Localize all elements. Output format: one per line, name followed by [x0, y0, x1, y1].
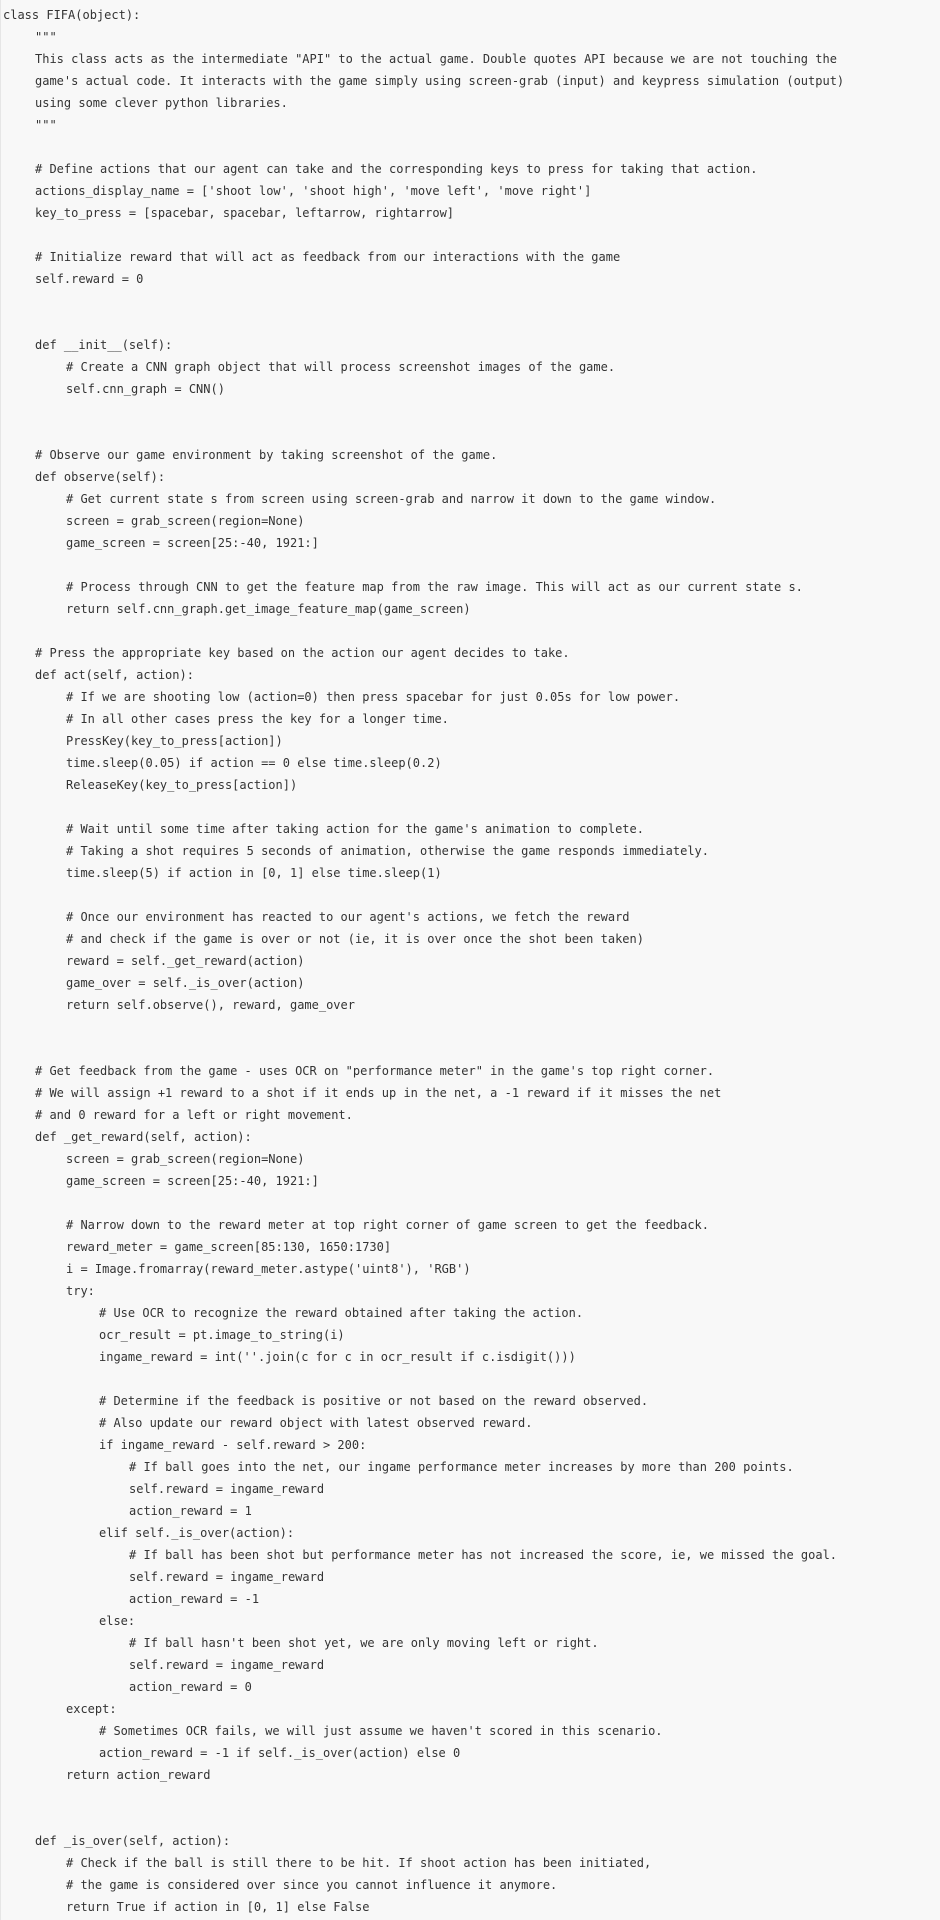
code-line: """: [35, 30, 57, 44]
code-line: # and 0 reward for a left or right movement.: [35, 1108, 353, 1122]
code-line: def __init__(self):: [35, 338, 173, 352]
code-line: # Process through CNN to get the feature map from the raw image. This will act as our current state s.: [66, 580, 803, 594]
code-line: # and check if the game is over or not (ie, it is over once the shot been taken): [66, 932, 644, 946]
code-line: reward = self._get_reward(action): [66, 954, 305, 968]
code-line: # Taking a shot requires 5 seconds of animation, otherwise the game responds immediately.: [66, 844, 709, 858]
code-line: i = Image.fromarray(reward_meter.astype('uint8'), 'RGB'): [66, 1262, 471, 1276]
code-line: # Sometimes OCR fails, we will just assume we haven't scored in this scenario.: [99, 1724, 663, 1738]
code-line: key_to_press = [spacebar, spacebar, leftarrow, rightarrow]: [35, 206, 455, 220]
code-line: ingame_reward = int(''.join(c for c in ocr_result if c.isdigit())): [99, 1350, 576, 1364]
code-line: elif self._is_over(action):: [99, 1526, 295, 1540]
code-line: action_reward = 1: [129, 1504, 252, 1518]
code-line: self.reward = 0: [35, 272, 144, 286]
code-line: """: [35, 118, 57, 132]
code-line: self.cnn_graph = CNN(): [66, 382, 225, 396]
code-line: This class acts as the intermediate "API" to the actual game. Double quotes API because we are not touching the: [35, 52, 837, 66]
code-line: try:: [66, 1284, 95, 1298]
code-line: # Observe our game environment by taking screenshot of the game.: [35, 448, 498, 462]
code-line: ReleaseKey(key_to_press[action]): [66, 778, 298, 792]
code-line: self.reward = ingame_reward: [129, 1570, 325, 1584]
code-line: # Press the appropriate key based on the action our agent decides to take.: [35, 646, 570, 660]
code-line: # Initialize reward that will act as feedback from our interactions with the game: [35, 250, 621, 264]
code-line: PressKey(key_to_press[action]): [66, 734, 283, 748]
code-line: def _get_reward(self, action):: [35, 1130, 252, 1144]
code-line: # Narrow down to the reward meter at top right corner of game screen to get the feedback.: [66, 1218, 709, 1232]
code-line: # Determine if the feedback is positive or not based on the reward observed.: [99, 1394, 649, 1408]
code-line: game's actual code. It interacts with the game simply using screen-grab (input) and keypress simulation (output): [35, 74, 845, 88]
code-line: actions_display_name = ['shoot low', 'shoot high', 'move left', 'move right']: [35, 184, 592, 198]
code-line: def observe(self):: [35, 470, 166, 484]
code-line: using some clever python libraries.: [35, 96, 288, 110]
code-line: # the game is considered over since you cannot influence it anymore.: [66, 1878, 558, 1892]
code-line: class FIFA(object):: [3, 8, 141, 22]
code-line: screen = grab_screen(region=None): [66, 514, 305, 528]
code-line: # Use OCR to recognize the reward obtained after taking the action.: [99, 1306, 584, 1320]
code-line: # Also update our reward object with latest observed reward.: [99, 1416, 533, 1430]
code-line: # Once our environment has reacted to our agent's actions, we fetch the reward: [66, 910, 630, 924]
code-line: # We will assign +1 reward to a shot if it ends up in the net, a -1 reward if it misses the net: [35, 1086, 722, 1100]
code-line: action_reward = -1 if self._is_over(action) else 0: [99, 1746, 461, 1760]
code-line: reward_meter = game_screen[85:130, 1650:1730]: [66, 1240, 392, 1254]
code-line: self.reward = ingame_reward: [129, 1658, 325, 1672]
code-line: except:: [66, 1702, 117, 1716]
code-line: # If ball hasn't been shot yet, we are only moving left or right.: [129, 1636, 599, 1650]
code-line: game_screen = screen[25:-40, 1921:]: [66, 536, 319, 550]
code-line: # If we are shooting low (action=0) then press spacebar for just 0.05s for low power.: [66, 690, 681, 704]
code-line: # Create a CNN graph object that will process screenshot images of the game.: [66, 360, 616, 374]
code-line: # If ball has been shot but performance meter has not increased the score, ie, we missed the goal.: [129, 1548, 838, 1562]
code-line: else:: [99, 1614, 136, 1628]
code-line: # In all other cases press the key for a longer time.: [66, 712, 449, 726]
code-line: screen = grab_screen(region=None): [66, 1152, 305, 1166]
code-line: # Get feedback from the game - uses OCR on "performance meter" in the game's top right corner.: [35, 1064, 715, 1078]
code-line: # Get current state s from screen using screen-grab and narrow it down to the game window.: [66, 492, 717, 506]
code-line: return self.cnn_graph.get_image_feature_map(game_screen): [66, 602, 471, 616]
code-line: if ingame_reward - self.reward > 200:: [99, 1438, 367, 1452]
code-line: # Wait until some time after taking action for the game's animation to complete.: [66, 822, 644, 836]
code-line: # If ball goes into the net, our ingame performance meter increases by more than 200 points.: [129, 1460, 794, 1474]
code-line: # Check if the ball is still there to be hit. If shoot action has been initiated,: [66, 1856, 652, 1870]
code-line: def act(self, action):: [35, 668, 194, 682]
code-line: time.sleep(0.05) if action == 0 else time.sleep(0.2): [66, 756, 442, 770]
code-line: def _is_over(self, action):: [35, 1834, 231, 1848]
code-line: return self.observe(), reward, game_over: [66, 998, 355, 1012]
code-line: time.sleep(5) if action in [0, 1] else time.sleep(1): [66, 866, 442, 880]
code-line: ocr_result = pt.image_to_string(i): [99, 1328, 345, 1342]
code-line: action_reward = -1: [129, 1592, 260, 1606]
code-line: return action_reward: [66, 1768, 211, 1782]
code-line: game_screen = screen[25:-40, 1921:]: [66, 1174, 319, 1188]
code-line: return True if action in [0, 1] else False: [66, 1900, 370, 1914]
code-line: action_reward = 0: [129, 1680, 252, 1694]
code-line: game_over = self._is_over(action): [66, 976, 305, 990]
code-line: # Define actions that our agent can take and the corresponding keys to press for taking that action.: [35, 162, 758, 176]
code-line: self.reward = ingame_reward: [129, 1482, 325, 1496]
